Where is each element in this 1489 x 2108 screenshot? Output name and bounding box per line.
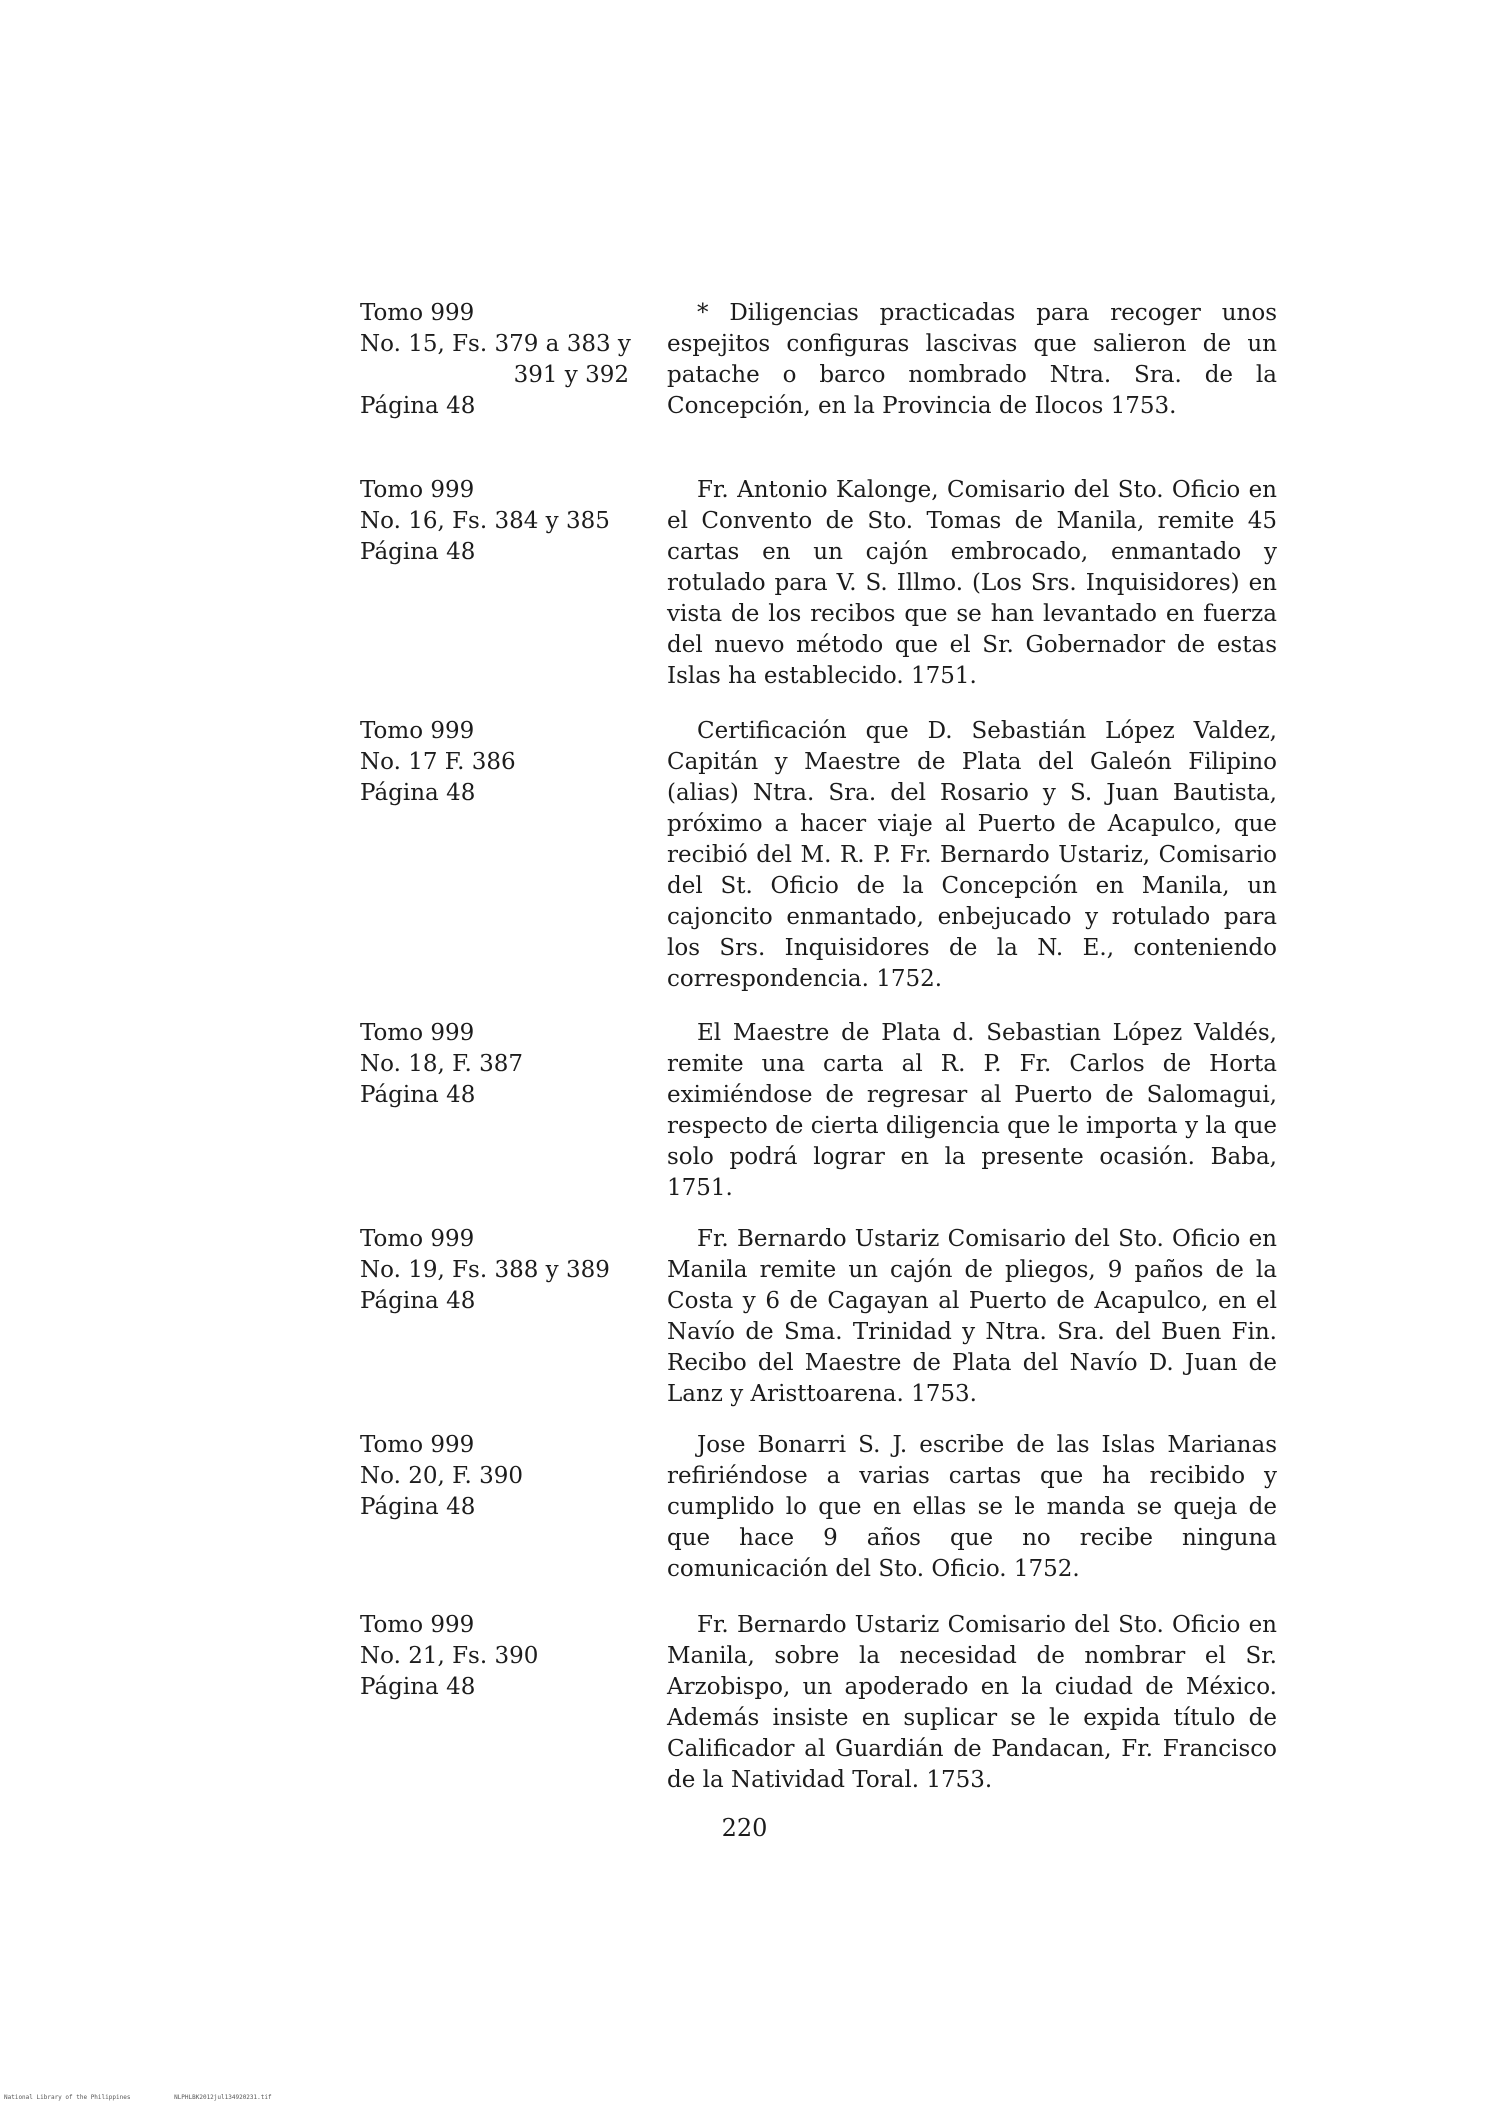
reference-line: Tomo 999 <box>360 477 475 503</box>
reference-line: Página 48 <box>360 1082 476 1108</box>
reference-line: No. 16, Fs. 384 y 385 <box>360 508 610 534</box>
reference-line: Página 48 <box>360 539 476 565</box>
reference-line: No. 20, F. 390 <box>360 1463 523 1489</box>
reference-line: No. 18, F. 387 <box>360 1051 523 1077</box>
entry-description: Fr. Bernardo Ustariz Comisario del Sto. Oficio en Manila, sobre la necesidad de nombrar el Sr. Arzobispo, un apoderado en la ciudad de México. Además insiste en suplicar se le expida título de Calificador al Guardián de Pandacan, Fr. Francisco de la Natividad Toral. 1753. <box>667 1612 1277 1793</box>
reference-line: Página 48 <box>360 393 476 419</box>
reference-line: 391 y 392 <box>513 362 629 388</box>
entry-reference <box>360 1610 635 1703</box>
entry-reference <box>360 475 635 568</box>
reference-line: Tomo 999 <box>360 1612 475 1638</box>
reference-line: No. 15, Fs. 379 a 383 y <box>360 331 631 357</box>
reference-line: Tomo 999 <box>360 1226 475 1252</box>
footer-library: National Library of the Philippines <box>4 2094 131 2101</box>
entry-description: Fr. Bernardo Ustariz Comisario del Sto. Oficio en Manila remite un cajón de pliegos, 9 paños de la Costa y 6 de Cagayan al Puerto de Acapulco, en el Navío de Sma. Trinidad y Ntra. Sra. del Buen Fin. Recibo del Maestre de Plata del Navío D. Juan de Lanz y Aristtoarena. 1753. <box>667 1226 1277 1407</box>
reference-line: Página 48 <box>360 780 476 806</box>
reference-line: No. 19, Fs. 388 y 389 <box>360 1257 610 1283</box>
footer-file: NLPHLBK2012jul134920231.tif <box>174 2094 272 2101</box>
reference-line: Tomo 999 <box>360 300 475 326</box>
reference-line: Tomo 999 <box>360 1432 475 1458</box>
reference-line: Página 48 <box>360 1494 476 1520</box>
entry-description: Certificación que D. Sebastián López Valdez, Capitán y Maestre de Plata del Galeón Filipino (alias) Ntra. Sra. del Rosario y S. Juan Bautista, próximo a hacer viaje al Puerto de Acapulco, que recibió del M. R. P. Fr. Bernardo Ustariz, Comisario del St. Oficio de la Concepción en Manila, un cajoncito enmantado, enbejucado y rotulado para los Srs. Inquisidores de la N. E., conteniendo correspondencia. 1752. <box>667 718 1277 992</box>
entry-description: * Diligencias practicadas para recoger unos espejitos configuras lascivas que salieron de un patache o barco nombrado Ntra. Sra. de la Concepción, en la Provincia de Ilocos 1753. <box>667 300 1277 419</box>
entry-description: El Maestre de Plata d. Sebastian López Valdés, remite una carta al R. P. Fr. Carlos de Horta eximiéndose de regresar al Puerto de Salomagui, respecto de cierta diligencia que le importa y la que solo podrá lograr en la presente ocasión. Baba, 1751. <box>667 1020 1277 1201</box>
entry-reference <box>360 1018 635 1111</box>
reference-line: Tomo 999 <box>360 718 475 744</box>
reference-line: Página 48 <box>360 1674 476 1700</box>
entry-reference <box>360 716 635 809</box>
entry-description: Fr. Antonio Kalonge, Comisario del Sto. Oficio en el Convento de Sto. Tomas de Manila, remite 45 cartas en un cajón embrocado, enmantado y rotulado para V. S. Illmo. (Los Srs. Inquisidores) en vista de los recibos que se han levantado en fuerza del nuevo método que el Sr. Gobernador de estas Islas ha establecido. 1751. <box>667 477 1277 689</box>
page-number: 220 <box>721 1814 768 1842</box>
reference-line: No. 17 F. 386 <box>360 749 516 775</box>
scan-footer <box>4 2094 312 2101</box>
entry-reference <box>360 1430 635 1523</box>
entry-reference <box>360 1224 635 1317</box>
entry-reference <box>360 298 635 422</box>
reference-line: Tomo 999 <box>360 1020 475 1046</box>
reference-line: Página 48 <box>360 1288 476 1314</box>
entry-description: Jose Bonarri S. J. escribe de las Islas Marianas refiriéndose a varias cartas que ha recibido y cumplido lo que en ellas se le manda se queja de que hace 9 años que no recibe ninguna comunicación del Sto. Oficio. 1752. <box>667 1432 1277 1582</box>
reference-line: No. 21, Fs. 390 <box>360 1643 539 1669</box>
